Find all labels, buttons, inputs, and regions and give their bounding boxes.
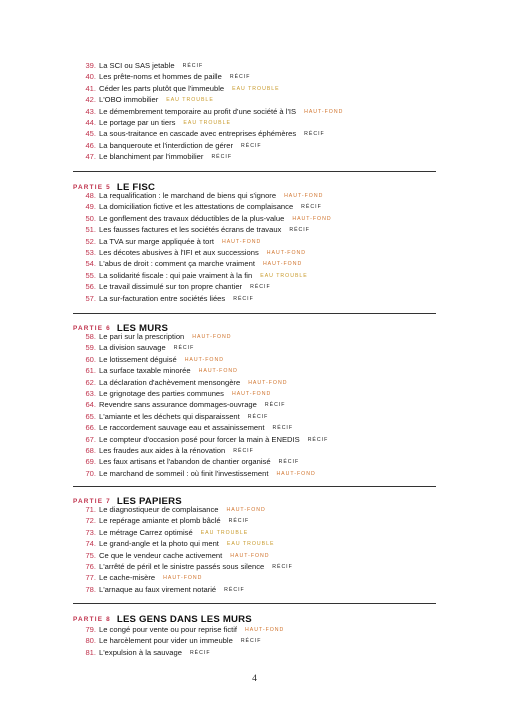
part-title: LE FISC — [116, 182, 156, 193]
entry-number: 59. — [85, 343, 96, 353]
risk-tag: HAUT-FOND — [245, 627, 285, 633]
entry-number: 43. — [85, 106, 96, 116]
entry-title: L'OBO immobilier — [99, 95, 159, 105]
entry-title: La TVA sur marge appliquée à tort — [99, 236, 214, 246]
entry-title: Le gonflement des travaux déductibles de la plus-value — [99, 213, 285, 223]
entry-number: 52. — [85, 236, 96, 246]
toc-entry — [0, 293, 509, 304]
part-title: LES PAPIERS — [116, 496, 182, 507]
entry-title: L'arrêté de péril et le sinistre passés sous silence — [99, 561, 265, 571]
toc-entry — [0, 151, 509, 162]
part-title: LES GENS DANS LES MURS — [116, 614, 252, 625]
toc-entry — [0, 247, 509, 258]
entry-title: Le marchand de sommeil : où finit l'investissement — [99, 468, 269, 478]
entry-number: 71. — [85, 505, 96, 514]
risk-tag: HAUT-FOND — [266, 249, 307, 256]
entry-title: Le grand-angle et la photo qui ment — [99, 539, 219, 549]
risk-tag: HAUT-FOND — [231, 390, 272, 397]
entry-number: 48. — [85, 191, 96, 200]
part-divider — [73, 313, 436, 314]
risk-tag: HAUT-FOND — [276, 470, 316, 477]
toc-entry — [0, 572, 509, 583]
entry-title: Les décotes abusives à l'IFI et aux successions — [99, 247, 259, 257]
entry-title-line — [99, 151, 232, 163]
entry-title: La déclaration d'achèvement mensongère — [99, 377, 241, 387]
risk-tag: EAU TROUBLE — [183, 119, 231, 126]
risk-tag: HAUT-FOND — [221, 238, 262, 245]
entry-title: La requalification : le marchand de biens qui s'ignore — [99, 191, 277, 200]
part-divider — [73, 603, 436, 604]
entry-title: Les fausses factures et les sociétés écrans de travaux — [99, 225, 282, 235]
entry-title: La SCI ou SAS jetable — [99, 61, 175, 70]
risk-tag: HAUT-FOND — [262, 261, 303, 268]
toc-entry — [0, 377, 509, 388]
toc-entry — [0, 94, 509, 105]
part-entry-list — [0, 504, 509, 595]
entry-number: 58. — [85, 332, 96, 341]
entry-number: 54. — [85, 259, 96, 269]
entry-title: La surface taxable minorée — [99, 366, 191, 376]
toc-entry — [0, 140, 509, 151]
entry-title: Le métrage Carrez optimisé — [99, 527, 193, 537]
entry-title: La division sauvage — [99, 343, 166, 353]
toc-entry — [0, 236, 509, 247]
entry-number: 69. — [85, 457, 96, 467]
risk-tag: HAUT-FOND — [230, 552, 270, 559]
entry-title: Le diagnostiqueur de complaisance — [99, 505, 219, 514]
risk-tag: HAUT-FOND — [284, 193, 324, 199]
risk-tag: HAUT-FOND — [184, 356, 224, 363]
entry-title: Les faux artisans et l'abandon de chantier organisé — [99, 457, 271, 467]
entry-number: 47. — [85, 152, 96, 162]
entry-number: 41. — [85, 83, 96, 93]
entry-title: La domiciliation fictive et les attestations de complaisance — [99, 202, 294, 212]
entry-title: Le harcèlement pour vider un immeuble — [99, 636, 233, 646]
entry-number: 53. — [85, 247, 96, 257]
toc-entry — [0, 201, 509, 212]
toc-entry — [0, 550, 509, 561]
toc-entry — [0, 561, 509, 572]
risk-tag: HAUT-FOND — [192, 334, 232, 340]
toc-entry — [0, 83, 509, 94]
toc-entry — [0, 584, 509, 595]
entry-number: 65. — [85, 411, 96, 421]
entry-title: L'abus de droit : comment ça marche vraiment — [99, 259, 255, 269]
entry-title: Le compteur d'occasion posé pour forcer la main à ENEDIS — [99, 434, 300, 444]
risk-tag: RÉCIF — [233, 295, 254, 302]
toc-entry — [0, 399, 509, 410]
risk-tag: EAU TROUBLE — [200, 529, 249, 536]
entry-number: 57. — [85, 293, 96, 303]
risk-tag: RÉCIF — [272, 425, 294, 432]
entry-title: Les prête-noms et hommes de paille — [99, 72, 222, 82]
risk-tag: RÉCIF — [182, 63, 204, 69]
risk-tag: HAUT-FOND — [163, 575, 203, 582]
toc-intro-list — [0, 60, 509, 163]
entry-number: 60. — [85, 354, 96, 364]
risk-tag: RÉCIF — [301, 204, 322, 211]
entry-title: Les fraudes aux aides à la rénovation — [99, 445, 226, 455]
risk-tag: HAUT-FOND — [198, 368, 238, 375]
entry-title-line — [99, 647, 211, 659]
toc-entry — [0, 635, 509, 646]
entry-title: La banqueroute et l'interdiction de gérer — [99, 140, 234, 150]
entry-title-line — [99, 468, 316, 480]
toc-entry — [0, 422, 509, 433]
toc-entry — [0, 281, 509, 292]
risk-tag: RÉCIF — [211, 154, 232, 161]
entry-title: Le grignotage des parties communes — [99, 388, 224, 398]
risk-tag: RÉCIF — [173, 345, 195, 352]
toc-entry — [0, 128, 509, 139]
toc-entry — [0, 445, 509, 456]
risk-tag: RÉCIF — [229, 74, 251, 81]
entry-title: Le portage par un tiers — [99, 117, 176, 127]
part-title: LES MURS — [116, 323, 169, 334]
entry-title: La solidarité fiscale : qui paie vraiment à la fin — [99, 270, 253, 280]
toc-entry — [0, 342, 509, 353]
entry-title: La sous-traitance en cascade avec entreprises éphémères — [99, 129, 297, 139]
toc-entry — [0, 365, 509, 376]
entry-number: 44. — [85, 117, 96, 127]
part-label: PARTIE 7 — [73, 498, 111, 505]
toc-entry — [0, 647, 509, 658]
entry-number: 72. — [85, 516, 96, 526]
risk-tag: HAUT-FOND — [292, 215, 332, 222]
risk-tag: RÉCIF — [233, 447, 254, 454]
risk-tag: RÉCIF — [224, 586, 245, 593]
entry-number: 77. — [85, 573, 96, 583]
entry-title: Le repérage amiante et plomb bâclé — [99, 516, 221, 526]
toc-entry — [0, 434, 509, 445]
entry-title: Le lotissement déguisé — [99, 354, 177, 364]
entry-title: L'arnaque au faux virement notarié — [99, 584, 217, 594]
entry-number: 63. — [85, 388, 96, 398]
entry-number: 80. — [85, 636, 96, 646]
risk-tag: RÉCIF — [241, 142, 262, 149]
entry-number: 68. — [85, 445, 96, 455]
risk-tag: HAUT-FOND — [248, 379, 288, 386]
toc-entry — [0, 71, 509, 82]
entry-number: 75. — [85, 550, 96, 560]
entry-title: Ce que le vendeur cache activement — [99, 550, 223, 560]
entry-number: 66. — [85, 423, 96, 433]
risk-tag: RÉCIF — [247, 413, 269, 420]
entry-number: 67. — [85, 434, 96, 444]
entry-number: 61. — [85, 366, 96, 376]
entry-number: 70. — [85, 468, 96, 478]
entry-number: 74. — [85, 539, 96, 549]
risk-tag: RÉCIF — [272, 563, 293, 570]
risk-tag: EAU TROUBLE — [232, 85, 280, 92]
entry-number: 62. — [85, 377, 96, 387]
entry-number: 50. — [85, 213, 96, 223]
part-entry-list — [0, 190, 509, 304]
toc-entry — [0, 213, 509, 224]
part-label: PARTIE 8 — [73, 616, 111, 623]
entry-title: L'amiante et les déchets qui disparaissent — [99, 411, 240, 421]
risk-tag: HAUT-FOND — [226, 507, 266, 513]
part-entry-list — [0, 624, 509, 658]
entry-title: Céder les parts plutôt que l'immeuble — [99, 83, 225, 93]
toc-entry — [0, 224, 509, 235]
toc-entry — [0, 624, 509, 635]
entry-title-line — [99, 584, 245, 596]
risk-tag: RÉCIF — [189, 649, 211, 656]
part-label: PARTIE 6 — [73, 325, 111, 332]
entry-title: Le démembrement temporaire au profit d'une société à l'IS — [99, 106, 297, 116]
part-entry-list — [0, 331, 509, 479]
entry-number: 78. — [85, 584, 96, 594]
risk-tag: RÉCIF — [264, 402, 286, 409]
risk-tag: HAUT-FOND — [304, 108, 344, 115]
toc-entry — [0, 411, 509, 422]
toc-entry — [0, 515, 509, 526]
entry-number: 73. — [85, 527, 96, 537]
toc-entry — [0, 388, 509, 399]
entry-number: 56. — [85, 282, 96, 292]
risk-tag: EAU TROUBLE — [226, 541, 275, 548]
risk-tag: EAU TROUBLE — [166, 97, 214, 104]
risk-tag: RÉCIF — [307, 436, 329, 443]
toc-entry — [0, 106, 509, 117]
toc-entry — [0, 527, 509, 538]
risk-tag: RÉCIF — [304, 131, 325, 138]
toc-entry — [0, 504, 509, 515]
risk-tag: RÉCIF — [289, 227, 310, 234]
risk-tag: RÉCIF — [250, 284, 271, 291]
part-label: PARTIE 5 — [73, 184, 111, 191]
entry-title: L'expulsion à la sauvage — [99, 647, 182, 657]
entry-number: 42. — [85, 95, 96, 105]
entry-number: 39. — [85, 61, 96, 70]
entry-title: Le blanchiment par l'immobilier — [99, 152, 204, 162]
entry-number: 79. — [85, 625, 96, 634]
entry-number: 49. — [85, 202, 96, 212]
toc-entry — [0, 60, 509, 71]
toc-entry — [0, 354, 509, 365]
entry-number: 51. — [85, 225, 96, 235]
risk-tag: EAU TROUBLE — [260, 272, 308, 279]
part-divider — [73, 171, 436, 172]
entry-title: Le raccordement sauvage eau et assainissement — [99, 423, 265, 433]
risk-tag: RÉCIF — [278, 459, 300, 466]
toc-entry — [0, 117, 509, 128]
entry-title-line — [99, 293, 254, 305]
risk-tag: RÉCIF — [240, 638, 262, 645]
risk-tag: RÉCIF — [228, 518, 250, 525]
entry-number: 40. — [85, 72, 96, 82]
entry-title: La sur-facturation entre sociétés liées — [99, 293, 226, 303]
toc-entry — [0, 456, 509, 467]
toc-entry — [0, 468, 509, 479]
entry-number: 45. — [85, 129, 96, 139]
entry-number: 64. — [85, 400, 96, 410]
entry-title: Le cache-misère — [99, 573, 156, 583]
entry-title: Le pari sur la prescription — [99, 332, 185, 341]
entry-number: 55. — [85, 270, 96, 280]
toc-entry — [0, 190, 509, 201]
toc-entry — [0, 331, 509, 342]
toc-entry — [0, 270, 509, 281]
entry-number: 46. — [85, 140, 96, 150]
entry-number: 81. — [85, 647, 96, 657]
toc-entry — [0, 538, 509, 549]
entry-number: 76. — [85, 561, 96, 571]
entry-title: Revendre sans assurance dommages-ouvrage — [99, 400, 257, 410]
entry-title: Le congé pour vente ou pour reprise fictif — [99, 625, 238, 634]
toc-entry — [0, 258, 509, 269]
part-divider — [73, 486, 436, 487]
page-number: 4 — [252, 674, 257, 684]
entry-title: Le travail dissimulé sur ton propre chantier — [99, 282, 243, 292]
